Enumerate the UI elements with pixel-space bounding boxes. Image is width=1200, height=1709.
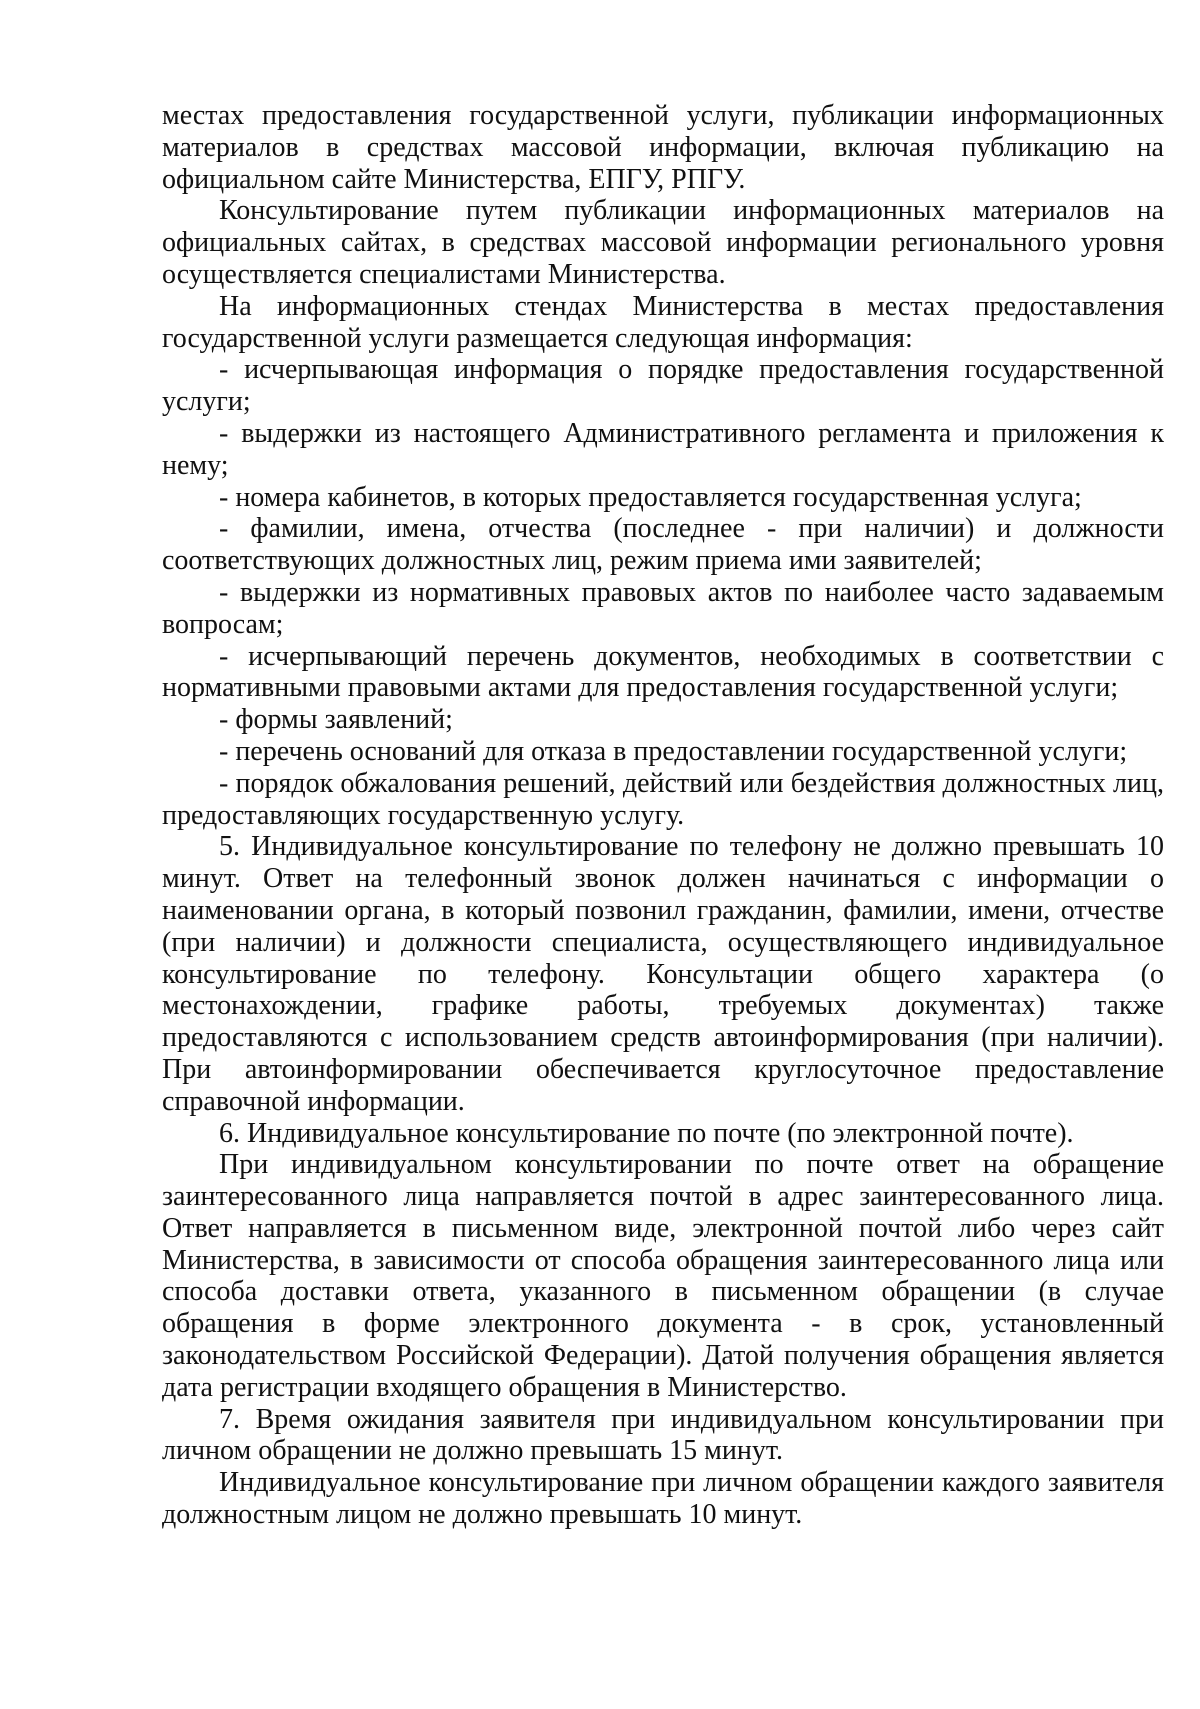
document-body	[162, 100, 1164, 1531]
list-item-legal-excerpts: - выдержки из нормативных правовых актов по наиболее часто задаваемым вопросам;	[162, 576, 1164, 640]
list-item-procedure-info: - исчерпывающая информация о порядке предоставления государственной услуги;	[162, 354, 1164, 418]
paragraph-item-5-phone-consulting: 5. Индивидуальное консультирование по телефону не должно превышать 10 минут. Ответ на телефонный звонок должен начинаться с информации о наименовании органа, в который позвонил гражданин, фамилии, имени, отчестве (при наличии) и должности специалиста, осуществляющего индивидуальное консультирование по телефону. Консультации общего характера (о местонахождении, графике работы, требуемых документах) также предоставляются с использованием средств автоинформирования (при наличии). При автоинформировании обеспечивается круглосуточное предоставление справочной информации.	[162, 831, 1164, 1117]
list-item-refusal-grounds: - перечень оснований для отказа в предоставлении государственной услуги;	[219, 735, 1128, 767]
list-item-appeal-procedure: - порядок обжалования решений, действий или бездействия должностных лиц, предоставляющих государственную услугу.	[162, 767, 1164, 831]
paragraph-consulting-publication: Консультирование путем публикации информационных материалов на официальных сайтах, в средствах массовой информации регионального уровня осуществляется специалистами Министерства.	[162, 195, 1164, 290]
paragraph-item-6-mail-consulting: 6. Индивидуальное консультирование по почте (по электронной почте).	[219, 1117, 1074, 1149]
list-item-office-numbers: - номера кабинетов, в которых предоставляется государственная услуга;	[219, 481, 1082, 513]
paragraph-continuation: местах предоставления государственной услуги, публикации информационных материалов в средствах массовой информации, включая публикацию на официальном сайте Министерства, ЕПГУ, РПГУ.	[162, 100, 1164, 195]
list-item-application-forms: - формы заявлений;	[219, 704, 453, 736]
list-item-official-names: - фамилии, имена, отчества (последнее - при наличии) и должности соответствующих должностных лиц, режим приема ими заявителей;	[162, 513, 1164, 577]
paragraph-personal-consulting: Индивидуальное консультирование при личном обращении каждого заявителя должностным лицом не должно превышать 10 минут.	[162, 1467, 1164, 1531]
paragraph-info-stands: На информационных стендах Министерства в местах предоставления государственной услуги размещается следующая информация:	[162, 290, 1164, 354]
paragraph-item-7-waiting-time: 7. Время ожидания заявителя при индивидуальном консультировании при личном обращении не должно превышать 15 минут.	[162, 1403, 1164, 1467]
paragraph-mail-response: При индивидуальном консультировании по почте ответ на обращение заинтересованного лица направляется почтой в адрес заинтересованного лица. Ответ направляется в письменном виде, электронной почтой либо через сайт Министерства, в зависимости от способа обращения заинтересованного лица или способа доставки ответа, указанного в письменном обращении (в случае обращения в форме электронного документа - в срок, установленный законодательством Российской Федерации). Датой получения обращения является дата регистрации входящего обращения в Министерство.	[162, 1149, 1164, 1403]
list-item-regulation-excerpts: - выдержки из настоящего Административного регламента и приложения к нему;	[162, 417, 1164, 481]
list-item-document-list: - исчерпывающий перечень документов, необходимых в соответствии с нормативными правовыми актами для предоставления государственной услуги;	[162, 640, 1164, 704]
